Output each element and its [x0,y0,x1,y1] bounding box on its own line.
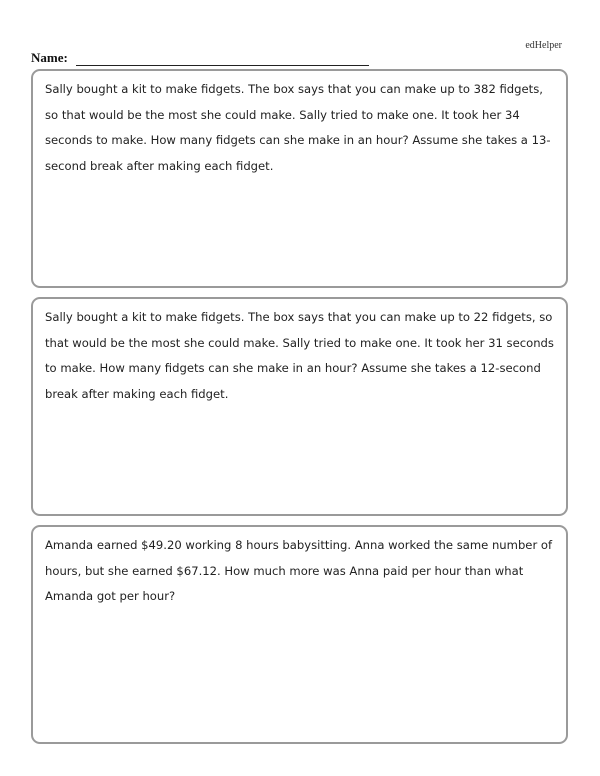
name-label: Name: [31,50,68,65]
problem-box-2[interactable] [31,297,568,516]
brand-label: edHelper [525,40,562,51]
problem-box-1[interactable] [31,69,568,288]
name-answer-line[interactable] [76,51,369,66]
problem-box-3[interactable] [31,525,568,744]
problem-text-1: Sally bought a kit to make fidgets. The box says that you can make up to 382 fidgets, so that would be the most she could make. Sally tried to make one. It took her 34 seconds to make. How many fidgets can she make in an hour? Assume she takes a 13-second break after making each fidget. [45,82,551,173]
problem-text-2: Sally bought a kit to make fidgets. The box says that you can make up to 22 fidgets, so that would be the most she could make. Sally tried to make one. It took her 31 seconds to make. How many fidgets can she make in an hour? Assume she takes a 12-second break after making each fidget. [45,310,554,401]
problem-text-3: Amanda earned $49.20 working 8 hours babysitting. Anna worked the same number of hours, but she earned $67.12. How much more was Anna paid per hour than what Amanda got per hour? [45,538,553,603]
name-row [31,50,369,66]
